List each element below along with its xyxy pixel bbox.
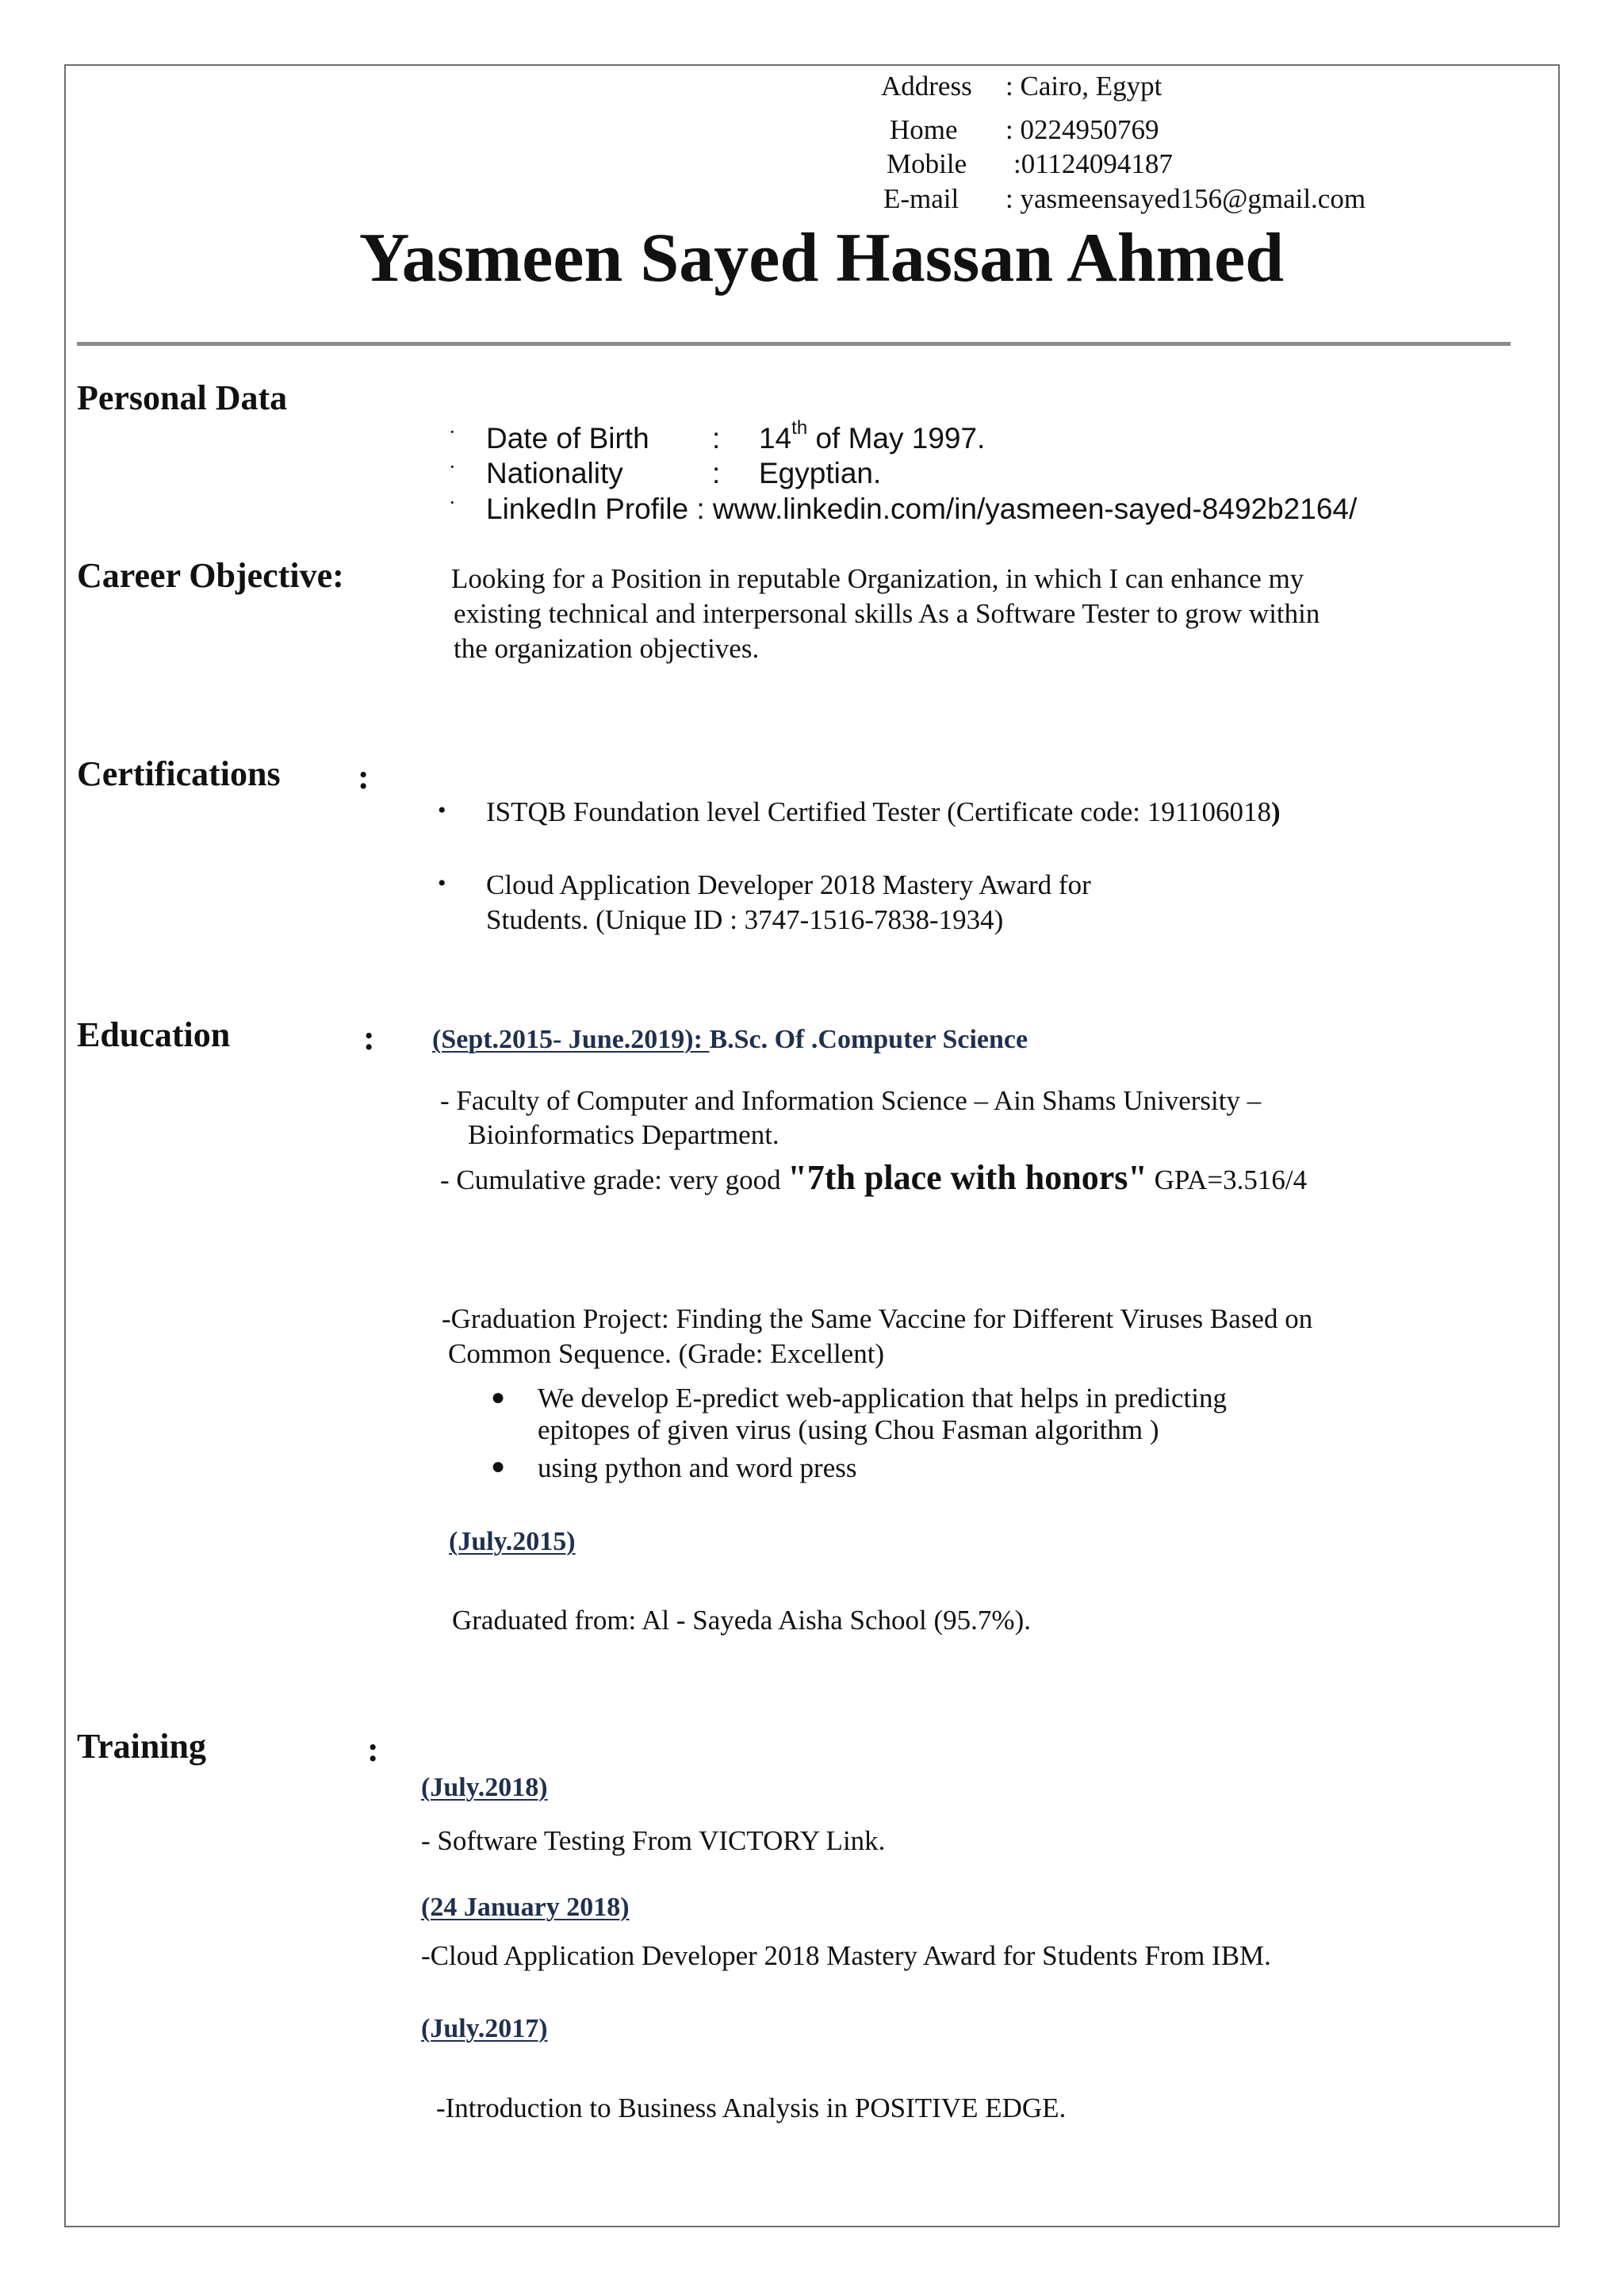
email-label: E-mail [883, 183, 959, 214]
objective-line-3: the organization objectives. [454, 633, 760, 664]
training-colon: : [367, 1730, 379, 1769]
grade-line: - Cumulative grade: very good "7th place with honors" GPA=3.516/4 [440, 1158, 1308, 1197]
certifications-heading: Certifications [77, 754, 281, 793]
degree-line [432, 1025, 1028, 1055]
nationality-label: Nationality [486, 457, 623, 489]
training-1-text: - Software Testing From VICTORY Link. [421, 1825, 886, 1856]
project-bullet-1: ● [491, 1384, 506, 1410]
career-objective-heading: Career Objective: [77, 556, 344, 595]
training-2-text: -Cloud Application Developer 2018 Mastery Award for Students From IBM. [421, 1940, 1271, 1971]
email-value: : yasmeensayed156@gmail.com [1005, 183, 1366, 214]
education-colon: : [363, 1018, 375, 1057]
project-bullet-2: ● [491, 1453, 506, 1479]
objective-line-1: Looking for a Position in reputable Organization, in which I can enhance my [451, 563, 1304, 594]
objective-line-2: existing technical and interpersonal skills As a Software Tester to grow within [454, 598, 1320, 629]
nationality-colon: : [712, 457, 721, 489]
personal-bullet-3: · [449, 491, 456, 514]
cert-cloud-line-2: Students. (Unique ID : 3747-1516-7838-1934) [486, 904, 1004, 935]
project-bullet-2-text: using python and word press [538, 1452, 857, 1483]
faculty-line-2: Bioinformatics Department. [468, 1119, 779, 1150]
faculty-line-1: - Faculty of Computer and Information Science – Ain Shams University – [440, 1085, 1262, 1116]
certifications-colon: : [358, 758, 370, 796]
mobile-value: :01124094187 [1013, 148, 1173, 179]
personal-bullet-2: · [449, 455, 456, 478]
training-1-period: (July.2018) [421, 1773, 548, 1802]
degree-title: B.Sc. Of .Computer Science [709, 1025, 1028, 1054]
cert-cloud-line-1: Cloud Application Developer 2018 Mastery Award for [486, 869, 1091, 900]
project-bullet-1-line-1: We develop E-predict web-application that helps in predicting [538, 1383, 1227, 1414]
training-heading: Training [77, 1727, 207, 1766]
address-label: Address [881, 71, 972, 102]
home-value: : 0224950769 [1005, 114, 1159, 145]
project-line-2: Common Sequence. (Grade: Excellent) [448, 1338, 885, 1369]
personal-data-heading: Personal Data [77, 378, 288, 417]
project-line-1: -Graduation Project: Finding the Same Vaccine for Different Viruses Based on [442, 1303, 1313, 1334]
honors-text: "7th place with honors" [787, 1158, 1147, 1197]
candidate-name: Yasmeen Sayed Hassan Ahmed [358, 220, 1285, 297]
cert-bullet-1: • [438, 797, 446, 823]
personal-bullet-1: · [449, 420, 456, 443]
school-text: Graduated from: Al - Sayeda Aisha School (95.7%). [452, 1605, 1031, 1636]
training-2-period: (24 January 2018) [421, 1893, 630, 1922]
training-3-period: (July.2017) [421, 2014, 548, 2043]
training-3-text: -Introduction to Business Analysis in POSITIVE EDGE. [436, 2092, 1067, 2123]
dob-colon: : [712, 422, 721, 455]
school-period: (July.2015) [449, 1527, 576, 1556]
dob-value: 14th of May 1997. [759, 417, 986, 455]
address-value: : Cairo, Egypt [1005, 71, 1162, 102]
header-divider [77, 342, 1511, 346]
degree-period: (Sept.2015- June.2019): [432, 1025, 710, 1054]
nationality-value: Egyptian. [759, 457, 882, 489]
home-label: Home [890, 114, 958, 145]
project-bullet-1-line-2: epitopes of given virus (using Chou Fasman algorithm ) [538, 1414, 1159, 1445]
linkedin-profile: LinkedIn Profile : www.linkedin.com/in/yasmeen-sayed-8492b2164/ [486, 493, 1358, 525]
cert-istqb: ISTQB Foundation level Certified Tester (Certificate code: 191106018) [486, 796, 1281, 827]
mobile-label: Mobile [887, 148, 967, 179]
education-heading: Education [77, 1015, 231, 1054]
dob-label: Date of Birth [486, 422, 649, 455]
cert-bullet-2: • [438, 870, 446, 896]
page-border [64, 64, 1560, 2227]
